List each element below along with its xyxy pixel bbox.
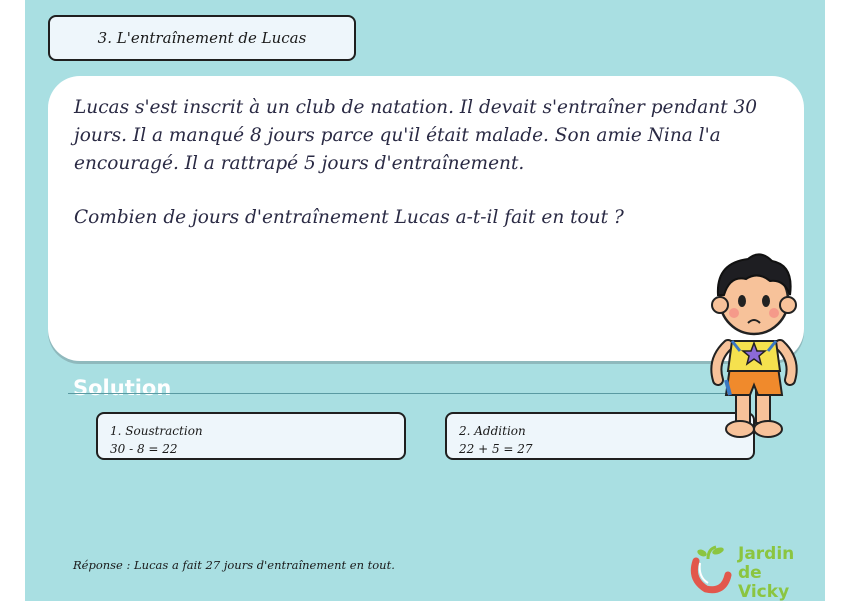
solution-heading: Solution xyxy=(73,376,172,400)
step-2-label: 2. Addition xyxy=(459,424,526,438)
step-1-label: 1. Soustraction xyxy=(110,424,203,438)
answer-text: Réponse : Lucas a fait 27 jours d'entraînement en tout. xyxy=(73,558,395,572)
jardin-de-vicky-logo xyxy=(686,544,816,602)
problem-card xyxy=(48,76,804,361)
step-1-calculation: 30 - 8 = 22 xyxy=(110,442,178,456)
solution-step-1 xyxy=(96,412,406,460)
logo-line-2: de Vicky xyxy=(738,563,790,602)
exercise-title-text: 3. L'entraînement de Lucas xyxy=(97,29,307,47)
step-2-calculation: 22 + 5 = 27 xyxy=(459,442,533,456)
problem-question: Combien de jours d'entraînement Lucas a-t-il fait en tout ? xyxy=(74,207,624,228)
boy-character-icon xyxy=(698,245,810,445)
logo-text xyxy=(738,545,816,602)
logo-line-1: Jardin xyxy=(738,544,795,564)
exercise-title xyxy=(48,15,356,61)
watering-can-logo-icon xyxy=(686,545,734,595)
solution-divider xyxy=(68,393,730,394)
problem-statement: Lucas s'est inscrit à un club de natation. Il devait s'entraîner pendant 30 jours. Il a manqué 8 jours parce qu'il était malade. Son amie Nina l'a encouragé. Il a rattrapé 5 jours d'entraînement. xyxy=(74,97,758,174)
